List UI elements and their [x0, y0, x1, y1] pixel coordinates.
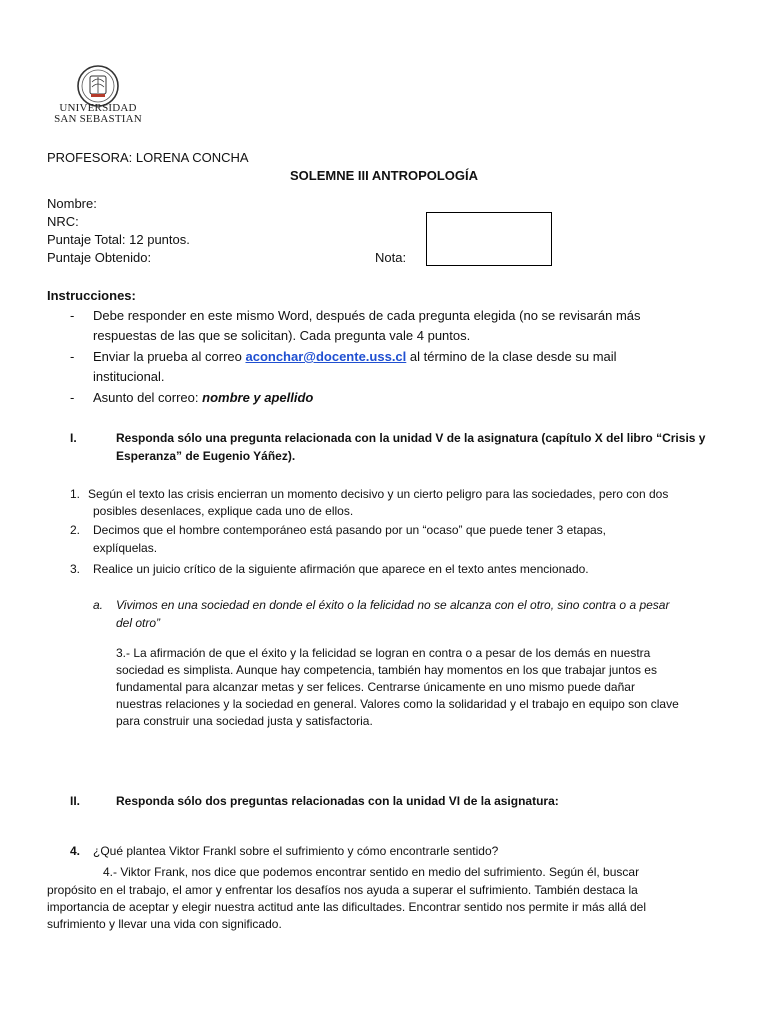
instruction-2-line-2: institucional. — [93, 369, 165, 384]
question-1-line-2: posibles desenlaces, explique cada uno de ellos. — [93, 504, 354, 518]
instruction-3-subject: nombre y apellido — [202, 390, 314, 405]
question-4-text: ¿Qué plantea Viktor Frankl sobre el sufrimiento y cómo encontrarle sentido? — [93, 844, 499, 858]
quote-line-1: Vivimos en una sociedad en donde el éxito o la felicidad no se alcanza con el otro, sino contra o a pesar — [116, 598, 670, 612]
instruction-2-prefix: Enviar la prueba al correo — [93, 349, 246, 364]
section-1-text-line-2: Esperanza” de Eugenio Yáñez). — [116, 449, 296, 463]
instruction-1-line-1: Debe responder en este mismo Word, después de cada pregunta elegida (no se revisarán más — [93, 308, 641, 323]
instruction-1-line-2: respuestas de las que se solicitan). Cada pregunta vale 4 puntos. — [93, 328, 471, 343]
bullet-dash: - — [70, 308, 75, 323]
instruction-2-suffix: al término de la clase desde su mail — [406, 349, 617, 364]
question-2-line-2: explíquelas. — [93, 541, 158, 555]
exam-title: SOLEMNE III ANTROPOLOGÍA — [290, 168, 479, 183]
section-2-text: Responda sólo dos preguntas relacionadas con la unidad VI de la asignatura: — [116, 794, 559, 808]
email-link[interactable]: aconchar@docente.uss.cl — [245, 349, 407, 364]
answer-4-line-3: importancia de aceptar y elegir nuestra actitud ante las dificultades. Encontrar sentido nos permite ir más allá del — [47, 900, 646, 914]
instruction-2-line-1 — [93, 348, 617, 366]
quote-letter: a. — [93, 598, 104, 612]
total-score-label: Puntaje Total: 12 puntos. — [47, 232, 190, 247]
question-4-number: 4. — [70, 844, 81, 858]
section-1-text-line-1: Responda sólo una pregunta relacionada con la unidad V de la asignatura (capítulo X del libro “Crisis y — [116, 431, 706, 445]
name-label: Nombre: — [47, 196, 97, 211]
section-1-numeral: I. — [70, 431, 77, 445]
grade-label: Nota: — [375, 250, 407, 265]
answer-4-line-1: 4.- Viktor Frank, nos dice que podemos encontrar sentido en medio del sufrimiento. Según él, buscar — [103, 865, 640, 879]
grade-box — [426, 212, 552, 266]
quote-line-2: del otro” — [116, 616, 161, 630]
university-name — [48, 103, 148, 125]
answer-4-line-4: sufrimiento y llevar una vida con significado. — [47, 917, 282, 931]
bullet-dash: - — [70, 349, 75, 364]
professor-line: PROFESORA: LORENA CONCHA — [47, 150, 249, 165]
obtained-score-label: Puntaje Obtenido: — [47, 250, 152, 265]
question-1-number: 1. — [70, 487, 81, 501]
university-line-1: UNIVERSIDAD — [59, 102, 137, 114]
answer-3-line-1: 3.- La afirmación de que el éxito y la felicidad se logran en contra o a pesar de los demás en nuestra — [116, 646, 651, 660]
section-2-numeral: II. — [70, 794, 81, 808]
instructions-heading: Instrucciones: — [47, 288, 136, 303]
instruction-3-prefix: Asunto del correo: — [93, 390, 203, 405]
question-2-number: 2. — [70, 523, 81, 537]
question-3-line-1: Realice un juicio crítico de la siguiente afirmación que aparece en el texto antes mencionado. — [93, 562, 589, 576]
answer-3-line-2: sociedad es simplista. Aunque hay competencia, también hay momentos en los que trabajar juntos es — [116, 663, 657, 677]
bullet-dash: - — [70, 390, 75, 405]
answer-3-line-4: nuestras relaciones y la sociedad en general. Valores como la solidaridad y el trabajo en equipo son clave — [116, 697, 679, 711]
question-3-number: 3. — [70, 562, 81, 576]
university-line-2: SAN SEBASTIAN — [54, 113, 142, 125]
question-2-line-1: Decimos que el hombre contemporáneo está pasando por un “ocaso” que puede tener 3 etapas, — [93, 523, 606, 537]
nrc-label: NRC: — [47, 214, 79, 229]
answer-3-line-5: para construir una sociedad justa y satisfactoria. — [116, 714, 373, 728]
instruction-3 — [93, 389, 313, 407]
answer-3-line-3: fundamental para alcanzar metas y ser felices. Centrarse únicamente en uno mismo puede dañar — [116, 680, 635, 694]
question-1-line-1: Según el texto las crisis encierran un momento decisivo y un cierto peligro para las sociedades, pero con dos — [88, 487, 669, 501]
answer-4-line-2: propósito en el trabajo, el amor y enfrentar los desafíos nos ayuda a superar el sufrimiento. También destaca la — [47, 883, 638, 897]
